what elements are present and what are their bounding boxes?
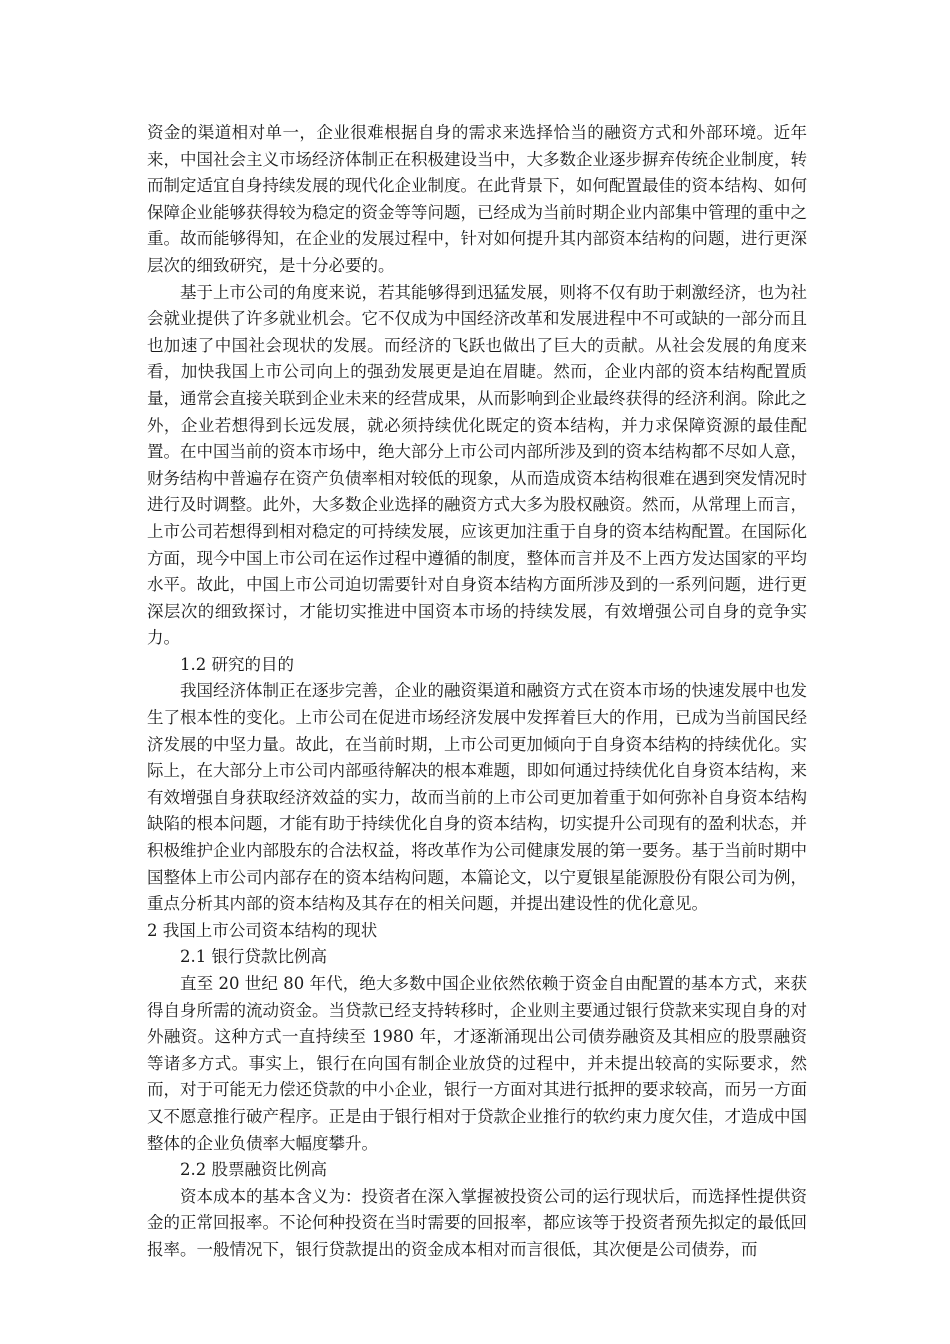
chapter-heading-2: 2 我国上市公司资本结构的现状 — [147, 920, 378, 940]
paragraph-research-purpose: 我国经济体制正在逐步完善，企业的融资渠道和融资方式在资本市场的快速发展中也发生了根本性的变化。上市公司在促进市场经济发展中发挥着巨大的作用，已成为当前国民经济发展的中坚力量。故此，在当前时期，上市公司更加倾向于自身资本结构的持续优化。实际上，在大部分上市公司内部亟待解决的根本难题，即如何通过持续优化自身资本结构，来有效增强自身获取经济效益的实力，故而当前的上市公司更加着重于如何弥补自身资本结构缺陷的根本问题，才能有助于持续优化自身的资本结构，切实提升公司现有的盈利状态，并积极维护企业内部股东的合法权益，将改革作为公司健康发展的第一要务。基于当前时期中国整体上市公司内部存在的资本结构问题，本篇论文，以宁夏银星能源股份有限公司为例，重点分析其内部的资本结构及其存在的相关问题，并提出建设性的优化意见。 — [147, 681, 807, 914]
paragraph-listed-company-perspective: 基于上市公司的角度来说，若其能够得到迅猛发展，则将不仅有助于刺激经济，也为社会就业提供了许多就业机会。它不仅成为中国经济改革和发展进程中不可或缺的一部分而且也加速了中国社会现状的发展。而经济的飞跃也做出了巨大的贡献。从社会发展的角度来看，加快我国上市公司向上的强劲发展更是迫在眉睫。然而，企业内部的资本结构配置质量，通常会直接关联到企业未来的经营成果，从而影响到企业最终获得的经济利润。除此之外，企业若想得到长远发展，就必须持续优化既定的资本结构，并力求保障资源的最佳配置。在中国当前的资本市场中，绝大部分上市公司内部所涉及到的资本结构都不尽如人意，财务结构中普遍存在资产负债率相对较低的现象，从而造成资本结构很难在遇到突发情况时进行及时调整。此外，大多数企业选择的融资方式大多为股权融资。然而，从常理上而言，上市公司若想得到相对稳定的可持续发展，应该更加注重于自身的资本结构配置。在国际化方面，现今中国上市公司在运作过程中遵循的制度，整体而言并及不上西方发达国家的平均水平。故此，中国上市公司迫切需要针对自身资本结构方面所涉及到的一系列问题，进行更深层次的细致探讨，才能切实推进中国资本市场的持续发展，有效增强公司自身的竞争实力。 — [147, 282, 807, 648]
paragraph-intro-continued: 资金的渠道相对单一，企业很难根据自身的需求来选择恰当的融资方式和外部环境。近年来，中国社会主义市场经济体制正在积极建设当中，大多数企业逐步摒弃传统企业制度，转而制定适宜自身持续发展的现代化企业制度。在此背景下，如何配置最佳的资本结构、如何保障企业能够获得较为稳定的资金等等问题，已经成为当前时期企业内部集中管理的重中之重。故而能够得知，在企业的发展过程中，针对如何提升其内部资本结构的问题，进行更深层次的细致研究，是十分必要的。 — [147, 123, 807, 275]
document-body — [147, 120, 807, 1264]
section-heading-2-1: 2.1 银行贷款比例高 — [180, 947, 327, 967]
paragraph-bank-loan: 直至 20 世纪 80 年代，绝大多数中国企业依然依赖于资金自由配置的基本方式，来获得自身所需的流动资金。当贷款已经支持转移时，企业则主要通过银行贷款来实现自身的对外融资。这种方式一直持续至 1980 年，才逐渐涌现出公司债券融资及其相应的股票融资等诸多方式。事实上，银行在向国有制企业放贷的过程中，并未提出较高的实际要求，然而，对于可能无力偿还贷款的中小企业，银行一方面对其进行抵押的要求较高，而另一方面又不愿意推行破产程序。正是由于银行相对于贷款企业推行的软约束力度欠佳，才造成中国整体的企业负债率大幅度攀升。 — [147, 974, 807, 1153]
section-heading-1-2: 1.2 研究的目的 — [180, 654, 294, 674]
section-heading-2-2: 2.2 股票融资比例高 — [180, 1160, 327, 1180]
paragraph-equity-financing: 资本成本的基本含义为：投资者在深入掌握被投资公司的运行现状后，而选择性提供资金的正常回报率。不论何种投资在当时需要的回报率，都应该等于投资者预先拟定的最低回报率。一般情况下，银行贷款提出的资金成本相对而言很低，其次便是公司债券，而 — [147, 1186, 807, 1259]
